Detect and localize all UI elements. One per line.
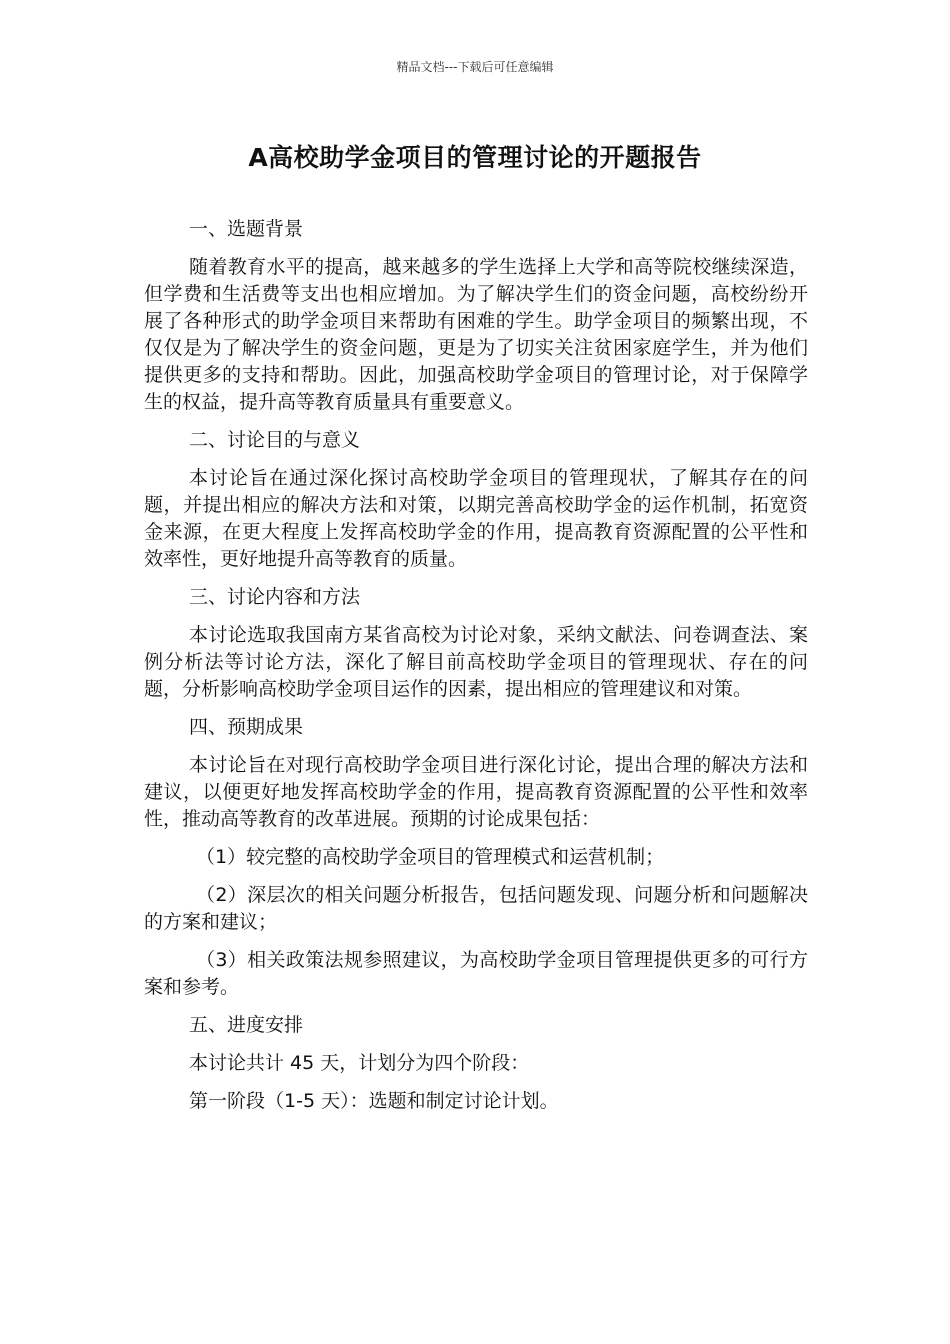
list-item: （1）较完整的高校助学金项目的管理模式和运营机制； — [196, 846, 665, 868]
section-heading-purpose: 二、讨论目的与意义 — [189, 429, 361, 451]
header-note: 精品文档---下载后可任意编辑 — [396, 60, 554, 74]
paragraph-content-method: 本讨论选取我国南方某省高校为讨论对象，采纳文献法、问卷调查法、案例分析法等讨论方法，深化了解目前高校助学金项目的管理现状、存在的问题，分析影响高校助学金项目运作的因素，提出相应的管理建议和对策。 — [144, 624, 808, 700]
section-heading-expected-results: 四、预期成果 — [189, 716, 304, 738]
section-heading-content-method: 三、讨论内容和方法 — [189, 586, 361, 608]
document-body — [144, 216, 808, 1126]
paragraph-expected-results: 本讨论旨在对现行高校助学金项目进行深化讨论，提出合理的解决方法和建议，以便更好地发挥高校助学金的作用，提高教育资源配置的公平性和效率性，推动高等教育的改革进展。预期的讨论成果包括： — [144, 754, 808, 830]
document-title: A高校助学金项目的管理讨论的开题报告 — [248, 143, 702, 172]
section-heading-background: 一、选题背景 — [189, 218, 304, 240]
paragraph-purpose: 本讨论旨在通过深化探讨高校助学金项目的管理现状，了解其存在的问题，并提出相应的解决方法和对策，以期完善高校助学金的运作机制，拓宽资金来源，在更大程度上发挥高校助学金的作用，提高教育资源配置的公平性和效率性，更好地提升高等教育的质量。 — [144, 467, 808, 570]
paragraph-schedule-phase-1: 第一阶段（1-5 天）：选题和制定讨论计划。 — [189, 1090, 559, 1112]
list-item: （3）相关政策法规参照建议，为高校助学金项目管理提供更多的可行方案和参考。 — [144, 949, 808, 998]
section-heading-schedule: 五、进度安排 — [189, 1014, 304, 1036]
paragraph-background: 随着教育水平的提高，越来越多的学生选择上大学和高等院校继续深造，但学费和生活费等支出也相应增加。为了解决学生们的资金问题，高校纷纷开展了各种形式的助学金项目来帮助有困难的学生。助学金项目的频繁出现，不仅仅是为了解决学生的资金问题，更是为了切实关注贫困家庭学生，并为他们提供更多的支持和帮助。因此，加强高校助学金项目的管理讨论，对于保障学生的权益，提升高等教育质量具有重要意义。 — [144, 256, 808, 413]
paragraph-schedule-intro: 本讨论共计 45 天，计划分为四个阶段： — [189, 1052, 530, 1074]
list-item: （2）深层次的相关问题分析报告，包括问题发现、问题分析和问题解决的方案和建议； — [144, 884, 808, 933]
